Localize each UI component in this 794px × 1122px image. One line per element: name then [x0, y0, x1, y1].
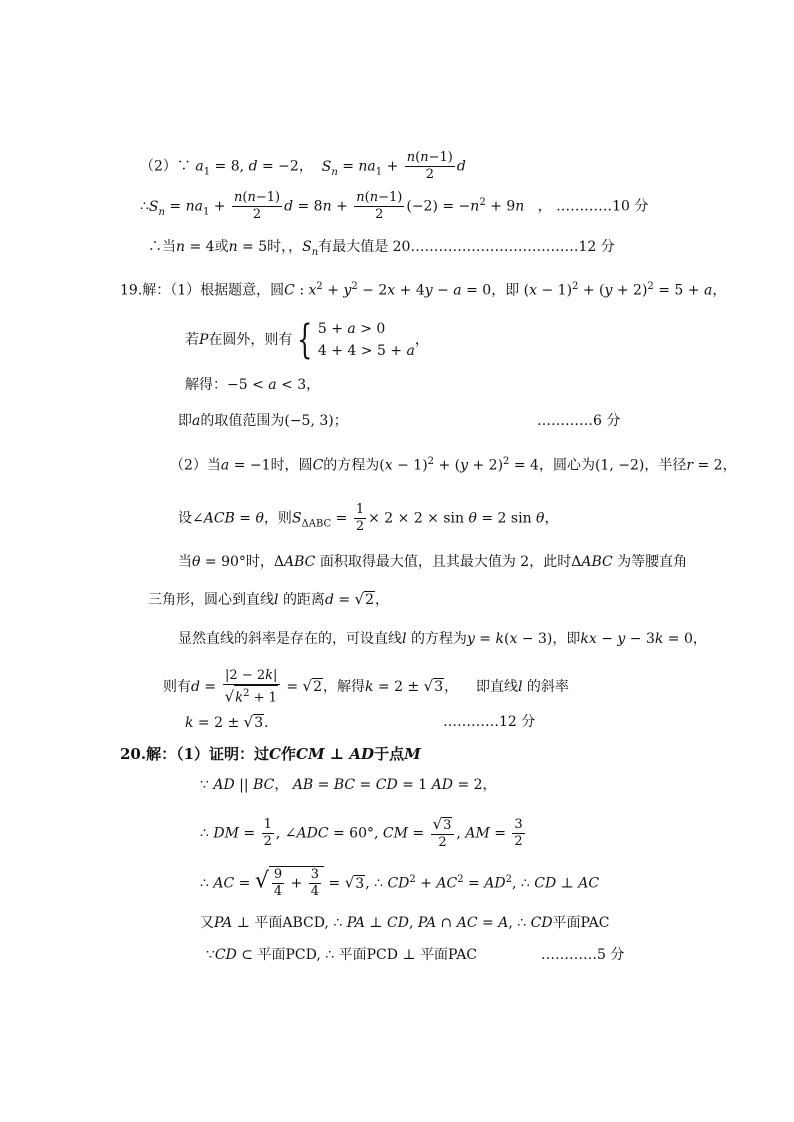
score-text: …………5 分 [541, 947, 625, 963]
therefore-symbol: ∴ [140, 198, 149, 215]
text: 平面PAC [552, 915, 610, 931]
text: 即直线 [475, 679, 518, 696]
score-5 [541, 946, 624, 964]
text: ，解得 [323, 679, 365, 696]
p18-lead: （2） [140, 158, 177, 175]
p19-line2: 若P在圆外，则有 { 5 + a > 0 4 + 4 > 5 + a ， [185, 317, 429, 363]
text: 的方程为 [410, 631, 467, 647]
text: 三角形，圆心到直线 [148, 592, 274, 608]
score-12: 有最大值是 20………………………………12 分 [318, 239, 615, 255]
text: （2）当 [170, 457, 221, 474]
text: 或 [214, 239, 229, 255]
score-10: …………10 分 [556, 198, 649, 215]
text: ； [333, 413, 348, 429]
p20-line4: ∴ AC = √ $\frac{9}{4}$ + $\frac{3}{4}$ = √3, ∴ $CD^2 + AC^2 = AD^2$, ∴ CD ⊥ AC [200, 867, 600, 899]
text: 设 [178, 510, 192, 527]
text: 当 [178, 554, 192, 570]
text: 即 [178, 413, 192, 429]
text: 的距离 [282, 592, 325, 608]
text: 平面ABCD, [254, 915, 329, 931]
text: 的取值范围为 [200, 413, 285, 429]
comma: ， [298, 158, 313, 175]
text: ，圆心为 [538, 457, 595, 474]
p19-line10: 则有d = $\frac{|2 - 2k|}{√k^2 + 1}$ = √2，解得k = 2 ± √3， 即直线l 的斜率 [163, 668, 569, 706]
text: ，半径 [644, 457, 687, 474]
p20-heading: 20.解：（1）证明：过 [120, 745, 270, 763]
text: 又 [200, 915, 214, 931]
text: 时，圆 [270, 457, 313, 474]
text: 平面PAC [420, 947, 478, 963]
text: 平面PCD, [257, 947, 321, 963]
p20-line3: ∴ DM = $\frac{1}{2}$ , ∠ADC = 60°, CM = $\frac{√3}{2}$ , AM = $\frac{3}{2}$ [200, 815, 523, 850]
p19-line5: （2）当a = −1时，圆C的方程为$(x - 1)^2 + (y + 2)^2 = 4$，圆心为(1, −2)，半径r = 2， [170, 456, 737, 474]
p18-line1: （2）∵ $a_1 = 8$, d = −2， $S_n = na_1$ + $\frac{n(n-1)}{2}$ d [140, 150, 466, 182]
score-12b [443, 713, 535, 731]
text: 时， [245, 554, 274, 570]
text: 的斜率 [526, 679, 569, 696]
fraction: $\frac{n(n-1)}{2}$ [406, 150, 453, 182]
text: 的方程为 [323, 457, 380, 474]
text: ，则 [263, 510, 292, 527]
text: 显然直线的斜率是存在的，可设直线 [178, 631, 402, 647]
p19-line3: 解得：−5 < a < 3， [185, 377, 321, 393]
p18-line3: ∴当n = 4或n = 5时，，$S_n$有最大值是 20………………………………12 分 [148, 239, 615, 258]
text: 为等腰直角 [617, 554, 688, 570]
because-symbol: ∵ [176, 158, 191, 175]
p19-line7: 当θ = 90°时，ΔABC 面积取得最大值，且其最大值为 2，此时ΔABC 为等腰直角 [178, 554, 688, 570]
because-symbol: ∵ [200, 777, 209, 793]
because-symbol: ∵ [206, 947, 215, 963]
text: 解得： [185, 377, 227, 393]
p19-line9: 显然直线的斜率是存在的，可设直线l 的方程为y = k(x − 3)，即kx − y − 3k = 0， [178, 631, 707, 647]
p19-line4: 即a的取值范围为(−5, 3)； [178, 413, 348, 429]
p18-line2: $\therefore S_n = na_1$ + $\frac{n(n-1)}{2}$ d = 8n + $\frac{n(n-1)}{2}$ $(-2) = -n^2 + 9n$ ， …………10 分 [140, 190, 649, 222]
p20-head: 20.解：（1）证明：过C作CM ⊥ AD于点M [120, 745, 421, 763]
p20-line2: ∵ AD || BC， AB = BC = CD = 1 AD = 2， [200, 777, 497, 793]
score-text: …………12 分 [443, 714, 536, 730]
p20-line5: 又PA ⊥ 平面ABCD, ∴ PA ⊥ CD, PA ∩ AC = A, ∴ CD平面PAC [200, 915, 610, 931]
text: 作 [281, 745, 297, 763]
text: 在圆外，则有 [208, 332, 293, 348]
score-6 [537, 412, 620, 430]
text: 面积取得最大值，且其最大值为 2，此时 [319, 554, 572, 570]
text: ，即 [491, 282, 520, 299]
text: 时， [267, 239, 289, 255]
text: ∴当 [148, 239, 176, 255]
p20-line6: ∵CD ⊂ 平面PCD, ∴ 平面PCD ⊥ 平面PAC [206, 947, 478, 963]
p19-line8: 三角形，圆心到直线l 的距离d = √2， [148, 590, 390, 608]
text: 若 [185, 332, 199, 348]
comma: ， [712, 282, 727, 299]
text: ，即 [552, 631, 581, 647]
p19-line6: 设∠ACB = θ，则$S_{\Delta ABC}$ = $\frac{1}{2}$ × 2 × 2 × sin θ = 2 sin θ， [178, 502, 559, 534]
text: 平面PCD [338, 947, 398, 963]
text: 于点 [374, 745, 405, 763]
p19-heading: 19.解：（1）根据题意，圆 [120, 282, 285, 299]
text: 则有 [163, 679, 191, 696]
p19-line11: k = 2 ± √3． [185, 713, 279, 731]
score-text: …………6 分 [537, 413, 621, 429]
p19-head: 19.解：（1）根据题意，圆C : $x^2 + y^2 - 2x + 4y - a = 0$，即 $(x - 1)^2 + (y + 2)^2 = 5 + a$， [120, 281, 727, 299]
